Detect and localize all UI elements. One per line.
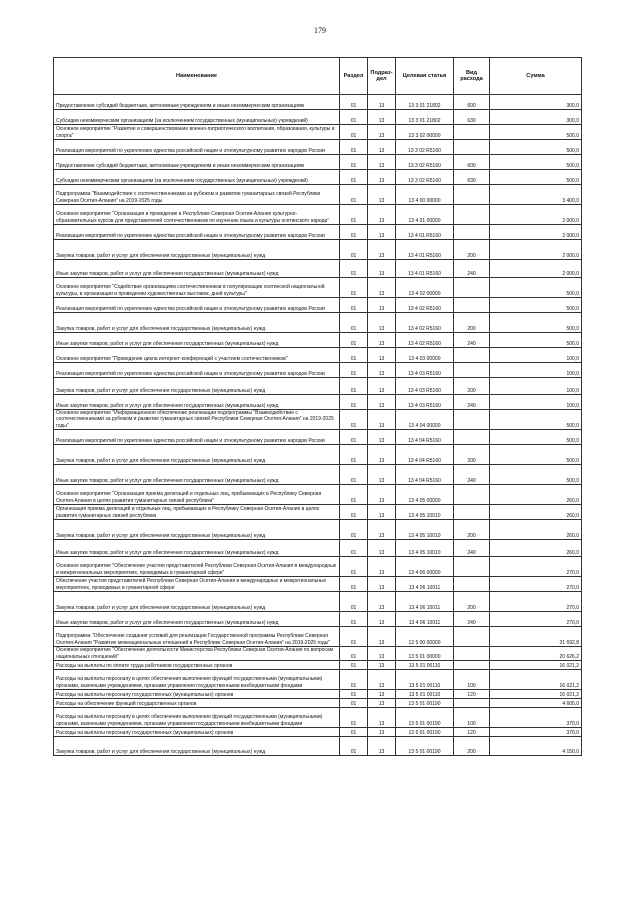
cell-razdel: 01: [340, 378, 368, 395]
cell-target-article: 13 4 06 00000: [396, 557, 454, 577]
cell-razdel: 01: [340, 540, 368, 557]
cell-sum: 300,0: [490, 110, 582, 125]
cell-name: Иные закупки товаров, работ и услуг для обеспечения государственных (муниципальных) нужд: [54, 395, 340, 410]
cell-name: Основное мероприятие "Информационное обеспечение реализации подпрограммы "Взаимодействие с соотечественниками за рубежом и развитие гуманитарных связей Республики Северная Осетия-Алания" на 2019-2025 годы": [54, 410, 340, 430]
cell-target-article: 13 4 05 10010: [396, 540, 454, 557]
cell-expense-type: 200: [454, 378, 490, 395]
table-row: [54, 430, 582, 445]
cell-podrazdel: 13: [368, 661, 396, 670]
cell-target-article: 13 4 03 R5160: [396, 378, 454, 395]
cell-target-article: 13 4 06 10011: [396, 577, 454, 592]
table-row: [54, 410, 582, 430]
cell-podrazdel: 13: [368, 728, 396, 737]
cell-name: Субсидии некоммерческим организациям (за исключением государственных (муниципальных) учреждений): [54, 170, 340, 185]
budget-table-container: [53, 57, 581, 756]
cell-name: Иные закупки товаров, работ и услуг для обеспечения государственных (муниципальных) нужд: [54, 260, 340, 278]
cell-name: Закупка товаров, работ и услуг для обеспечения государственных (муниципальных) нужд: [54, 313, 340, 333]
cell-razdel: 01: [340, 557, 368, 577]
cell-expense-type: 120: [454, 728, 490, 737]
header-sum: Сумма: [490, 58, 582, 95]
table-row: [54, 333, 582, 348]
cell-podrazdel: 13: [368, 647, 396, 661]
cell-razdel: 01: [340, 363, 368, 378]
cell-expense-type: [454, 278, 490, 298]
cell-name: Предоставление субсидий бюджетным, автономным учреждениям и иным некоммерческим организациям: [54, 155, 340, 170]
cell-target-article: 13 5 01 00000: [396, 647, 454, 661]
table-row: [54, 661, 582, 670]
cell-target-article: 13 3 02 R5160: [396, 140, 454, 155]
cell-target-article: 13 4 04 R5160: [396, 445, 454, 465]
table-row: [54, 670, 582, 690]
cell-sum: 2 000,0: [490, 225, 582, 240]
table-row: [54, 737, 582, 756]
cell-sum: 100,0: [490, 348, 582, 363]
cell-razdel: 01: [340, 592, 368, 612]
table-row: [54, 363, 582, 378]
cell-razdel: 01: [340, 278, 368, 298]
header-name: Наименование: [54, 58, 340, 95]
table-row: [54, 313, 582, 333]
cell-name: Иные закупки товаров, работ и услуг для обеспечения государственных (муниципальных) нужд: [54, 333, 340, 348]
cell-expense-type: [454, 577, 490, 592]
cell-sum: 100,0: [490, 378, 582, 395]
table-row: [54, 170, 582, 185]
cell-target-article: 13 3 01 21802: [396, 110, 454, 125]
cell-razdel: 01: [340, 298, 368, 313]
cell-expense-type: [454, 627, 490, 647]
cell-podrazdel: 13: [368, 557, 396, 577]
cell-expense-type: 630: [454, 170, 490, 185]
cell-razdel: 01: [340, 647, 368, 661]
cell-podrazdel: 13: [368, 95, 396, 110]
cell-podrazdel: 13: [368, 278, 396, 298]
cell-expense-type: 240: [454, 612, 490, 627]
cell-name: Закупка товаров, работ и услуг для обеспечения государственных (муниципальных) нужд: [54, 520, 340, 540]
cell-target-article: 13 4 00 00000: [396, 185, 454, 205]
cell-target-article: 13 4 03 R5160: [396, 363, 454, 378]
cell-razdel: 01: [340, 313, 368, 333]
budget-table: [53, 57, 582, 756]
cell-target-article: 13 5 00 00000: [396, 627, 454, 647]
cell-sum: 260,0: [490, 505, 582, 520]
cell-sum: 500,0: [490, 430, 582, 445]
table-header-row: [54, 58, 582, 95]
cell-sum: 20 626,2: [490, 647, 582, 661]
cell-expense-type: 200: [454, 313, 490, 333]
cell-podrazdel: 13: [368, 378, 396, 395]
table-row: [54, 627, 582, 647]
table-row: [54, 557, 582, 577]
cell-sum: 16 021,2: [490, 661, 582, 670]
cell-expense-type: 240: [454, 260, 490, 278]
table-row: [54, 505, 582, 520]
cell-razdel: 01: [340, 125, 368, 140]
cell-podrazdel: 13: [368, 670, 396, 690]
cell-razdel: 01: [340, 155, 368, 170]
cell-target-article: 13 4 04 00000: [396, 410, 454, 430]
cell-name: Подпрограмма "Обеспечение создания условий для реализации Государственной программы Республики Северная Осетия-Алания "Развитие межнациональных отношений в Республике Северная Осетия-Алания" на 2019-2025 годы": [54, 627, 340, 647]
cell-razdel: 01: [340, 333, 368, 348]
table-row: [54, 260, 582, 278]
cell-podrazdel: 13: [368, 465, 396, 485]
cell-expense-type: 100: [454, 670, 490, 690]
cell-expense-type: [454, 140, 490, 155]
cell-sum: 370,0: [490, 708, 582, 728]
header-razdel: Раздел: [340, 58, 368, 95]
table-row: [54, 298, 582, 313]
cell-name: Иные закупки товаров, работ и услуг для обеспечения государственных (муниципальных) нужд: [54, 540, 340, 557]
table-row: [54, 520, 582, 540]
cell-target-article: 13 4 06 10011: [396, 592, 454, 612]
cell-name: Закупка товаров, работ и услуг для обеспечения государственных (муниципальных) нужд: [54, 445, 340, 465]
cell-sum: 500,0: [490, 298, 582, 313]
cell-target-article: 13 3 02 R5160: [396, 170, 454, 185]
cell-expense-type: [454, 185, 490, 205]
cell-podrazdel: 13: [368, 505, 396, 520]
cell-podrazdel: 13: [368, 185, 396, 205]
cell-expense-type: [454, 125, 490, 140]
cell-target-article: 13 5 01 00110: [396, 661, 454, 670]
cell-razdel: 01: [340, 170, 368, 185]
cell-razdel: 01: [340, 205, 368, 225]
cell-target-article: 13 4 03 R5160: [396, 395, 454, 410]
cell-razdel: 01: [340, 520, 368, 540]
cell-sum: 500,0: [490, 410, 582, 430]
table-row: [54, 728, 582, 737]
cell-target-article: 13 3 02 00000: [396, 125, 454, 140]
cell-expense-type: 200: [454, 592, 490, 612]
cell-sum: 500,0: [490, 155, 582, 170]
cell-expense-type: 600: [454, 95, 490, 110]
cell-target-article: 13 5 01 00110: [396, 690, 454, 699]
cell-target-article: 13 4 02 00000: [396, 278, 454, 298]
cell-name: Основное мероприятие "Обеспечение деятельности Министерства Республики Северная Осетия-Алания по вопросам национальных отношений": [54, 647, 340, 661]
cell-name: Обеспечение участия представителей Республики Северная Осетия-Алания в международных и межрегиональных мероприятиях, проводимых в гуманитарной сфере: [54, 577, 340, 592]
cell-expense-type: 240: [454, 395, 490, 410]
cell-podrazdel: 13: [368, 348, 396, 363]
cell-razdel: 01: [340, 140, 368, 155]
cell-sum: 500,0: [490, 313, 582, 333]
cell-expense-type: [454, 505, 490, 520]
cell-razdel: 01: [340, 708, 368, 728]
cell-sum: 500,0: [490, 445, 582, 465]
cell-target-article: 13 4 02 R5160: [396, 298, 454, 313]
cell-razdel: 01: [340, 465, 368, 485]
cell-sum: 260,0: [490, 520, 582, 540]
table-row: [54, 155, 582, 170]
cell-name: Основное мероприятие "Развитие и совершенствование военно-патриотического воспитания, образования, культуры и спорта": [54, 125, 340, 140]
cell-podrazdel: 13: [368, 110, 396, 125]
cell-razdel: 01: [340, 577, 368, 592]
cell-name: Основное мероприятие "Обеспечение участия представителей Республики Северная Осетия-Алания в международных и межрегиональных мероприятиях, проводимых в гуманитарной сфере": [54, 557, 340, 577]
cell-target-article: 13 4 04 R5160: [396, 465, 454, 485]
cell-razdel: 01: [340, 627, 368, 647]
cell-razdel: 01: [340, 485, 368, 505]
cell-name: Закупка товаров, работ и услуг для обеспечения государственных (муниципальных) нужд: [54, 592, 340, 612]
cell-target-article: 13 3 01 21802: [396, 95, 454, 110]
cell-target-article: 13 5 01 00190: [396, 699, 454, 708]
cell-target-article: 13 5 01 00190: [396, 728, 454, 737]
table-row: [54, 185, 582, 205]
cell-podrazdel: 13: [368, 298, 396, 313]
table-row: [54, 95, 582, 110]
cell-expense-type: [454, 647, 490, 661]
cell-sum: 500,0: [490, 333, 582, 348]
cell-expense-type: [454, 430, 490, 445]
cell-razdel: 01: [340, 240, 368, 260]
cell-razdel: 01: [340, 728, 368, 737]
cell-expense-type: [454, 363, 490, 378]
page-number: 179: [314, 26, 326, 35]
cell-podrazdel: 13: [368, 205, 396, 225]
cell-sum: 2 000,0: [490, 205, 582, 225]
cell-sum: 4 605,0: [490, 699, 582, 708]
cell-name: Закупка товаров, работ и услуг для обеспечения государственных (муниципальных) нужд: [54, 737, 340, 756]
cell-expense-type: [454, 298, 490, 313]
table-row: [54, 225, 582, 240]
cell-razdel: 01: [340, 661, 368, 670]
cell-name: Основное мероприятие "Организация и проведение в Республике Северная Осетия-Алания культурно-образовательных курсов для представителей соотечественников по изучению языка и культуры осетинского народа": [54, 205, 340, 225]
cell-razdel: 01: [340, 410, 368, 430]
cell-name: Субсидии некоммерческим организациям (за исключением государственных (муниципальных) учреждений): [54, 110, 340, 125]
cell-expense-type: [454, 205, 490, 225]
cell-podrazdel: 13: [368, 690, 396, 699]
table-row: [54, 140, 582, 155]
table-row: [54, 465, 582, 485]
cell-podrazdel: 13: [368, 395, 396, 410]
cell-target-article: 13 4 06 10011: [396, 612, 454, 627]
cell-name: Расходы на выплаты персоналу в целях обеспечения выполнения функций государственными (муниципальными) органами, казенными учреждениями, органами управления государственными внебюджетными фондами: [54, 670, 340, 690]
cell-expense-type: [454, 699, 490, 708]
cell-expense-type: [454, 348, 490, 363]
table-row: [54, 110, 582, 125]
cell-podrazdel: 13: [368, 140, 396, 155]
cell-expense-type: 100: [454, 708, 490, 728]
cell-expense-type: [454, 661, 490, 670]
cell-expense-type: 200: [454, 737, 490, 756]
table-row: [54, 540, 582, 557]
table-row: [54, 577, 582, 592]
cell-podrazdel: 13: [368, 313, 396, 333]
cell-name: Реализация мероприятий по укреплению единства российской нации и этнокультурному развитию народов России: [54, 298, 340, 313]
cell-expense-type: 240: [454, 333, 490, 348]
cell-target-article: 13 4 01 R5160: [396, 225, 454, 240]
cell-sum: 16 021,2: [490, 670, 582, 690]
cell-podrazdel: 13: [368, 485, 396, 505]
cell-sum: 500,0: [490, 465, 582, 485]
cell-podrazdel: 13: [368, 737, 396, 756]
cell-podrazdel: 13: [368, 240, 396, 260]
table-row: [54, 445, 582, 465]
cell-name: Предоставление субсидий бюджетным, автономным учреждениям и иным некоммерческим организациям: [54, 95, 340, 110]
cell-name: Основное мероприятие "Проведение цикла интернет-конференций с участием соотечественников": [54, 348, 340, 363]
cell-sum: 31 692,8: [490, 627, 582, 647]
cell-podrazdel: 13: [368, 699, 396, 708]
cell-podrazdel: 13: [368, 627, 396, 647]
cell-razdel: 01: [340, 505, 368, 520]
cell-target-article: 13 3 02 R5160: [396, 155, 454, 170]
cell-podrazdel: 13: [368, 520, 396, 540]
cell-razdel: 01: [340, 95, 368, 110]
cell-name: Расходы на выплаты персоналу государственных (муниципальных) органов: [54, 690, 340, 699]
cell-name: Иные закупки товаров, работ и услуг для обеспечения государственных (муниципальных) нужд: [54, 465, 340, 485]
cell-expense-type: 240: [454, 540, 490, 557]
cell-target-article: 13 4 03 00000: [396, 348, 454, 363]
cell-sum: 500,0: [490, 278, 582, 298]
cell-sum: 260,0: [490, 485, 582, 505]
header-expense-type: Вид расхода: [454, 58, 490, 95]
cell-podrazdel: 13: [368, 125, 396, 140]
table-row: [54, 485, 582, 505]
cell-expense-type: 600: [454, 155, 490, 170]
cell-target-article: 13 5 01 00110: [396, 670, 454, 690]
cell-sum: 100,0: [490, 363, 582, 378]
cell-sum: 500,0: [490, 125, 582, 140]
cell-sum: 16 021,2: [490, 690, 582, 699]
cell-expense-type: [454, 557, 490, 577]
cell-sum: 270,0: [490, 592, 582, 612]
cell-podrazdel: 13: [368, 577, 396, 592]
cell-name: Реализация мероприятий по укреплению единства российской нации и этнокультурному развитию народов России: [54, 363, 340, 378]
cell-razdel: 01: [340, 185, 368, 205]
cell-podrazdel: 13: [368, 410, 396, 430]
table-row: [54, 378, 582, 395]
cell-expense-type: 200: [454, 520, 490, 540]
table-row: [54, 612, 582, 627]
cell-podrazdel: 13: [368, 430, 396, 445]
cell-razdel: 01: [340, 395, 368, 410]
table-row: [54, 708, 582, 728]
cell-podrazdel: 13: [368, 592, 396, 612]
cell-razdel: 01: [340, 260, 368, 278]
cell-podrazdel: 13: [368, 170, 396, 185]
cell-expense-type: 200: [454, 240, 490, 260]
cell-target-article: 13 4 02 R5160: [396, 313, 454, 333]
cell-name: Реализация мероприятий по укреплению единства российской нации и этнокультурному развитию народов России: [54, 225, 340, 240]
cell-name: Реализация мероприятий по укреплению единства российской нации и этнокультурному развитию народов России: [54, 430, 340, 445]
cell-target-article: 13 4 02 R5160: [396, 333, 454, 348]
table-row: [54, 205, 582, 225]
cell-razdel: 01: [340, 430, 368, 445]
cell-target-article: 13 4 05 10010: [396, 505, 454, 520]
cell-target-article: 13 4 05 00000: [396, 485, 454, 505]
table-row: [54, 592, 582, 612]
cell-name: Расходы на выплаты по оплате труда работников государственных органов: [54, 661, 340, 670]
cell-podrazdel: 13: [368, 333, 396, 348]
cell-podrazdel: 13: [368, 363, 396, 378]
cell-name: Расходы на выплаты персоналу в целях обеспечения выполнения функций государственными (муниципальными) органами, казенными учреждениями, органами управления государственными внебюджетными фондами: [54, 708, 340, 728]
cell-razdel: 01: [340, 348, 368, 363]
table-row: [54, 395, 582, 410]
cell-sum: 270,0: [490, 577, 582, 592]
cell-target-article: 13 4 01 00000: [396, 205, 454, 225]
table-row: [54, 240, 582, 260]
cell-name: Подпрограмма "Взаимодействие с соотечественниками за рубежом и развитие гуманитарных связей Республики Северная Осетия-Алания" на 2019-2025 годы: [54, 185, 340, 205]
cell-name: Закупка товаров, работ и услуг для обеспечения государственных (муниципальных) нужд: [54, 240, 340, 260]
table-row: [54, 348, 582, 363]
cell-expense-type: 200: [454, 445, 490, 465]
cell-target-article: 13 4 01 R5160: [396, 240, 454, 260]
cell-target-article: 13 4 05 10010: [396, 520, 454, 540]
cell-name: Расходы на выплаты персоналу государственных (муниципальных) органов: [54, 728, 340, 737]
cell-target-article: 13 5 01 00190: [396, 737, 454, 756]
cell-sum: 100,0: [490, 395, 582, 410]
cell-name: Организация приема делегаций и отдельных лиц, прибывающих в Республику Северная Осетия-Алания в целях развития гуманитарных связей республики: [54, 505, 340, 520]
cell-target-article: 13 5 01 00190: [396, 708, 454, 728]
cell-razdel: 01: [340, 699, 368, 708]
cell-target-article: 13 4 04 R5160: [396, 430, 454, 445]
cell-razdel: 01: [340, 110, 368, 125]
cell-sum: 260,0: [490, 540, 582, 557]
table-body: [54, 95, 582, 756]
table-row: [54, 699, 582, 708]
cell-expense-type: [454, 225, 490, 240]
cell-razdel: 01: [340, 445, 368, 465]
table-row: [54, 647, 582, 661]
header-podrazdel: Подраз-дел: [368, 58, 396, 95]
cell-name: Реализация мероприятий по укреплению единства российской нации и этнокультурному развитию народов России: [54, 140, 340, 155]
cell-sum: 300,0: [490, 95, 582, 110]
cell-name: Закупка товаров, работ и услуг для обеспечения государственных (муниципальных) нужд: [54, 378, 340, 395]
cell-sum: 2 000,0: [490, 260, 582, 278]
cell-razdel: 01: [340, 670, 368, 690]
cell-sum: 270,0: [490, 612, 582, 627]
cell-podrazdel: 13: [368, 612, 396, 627]
cell-podrazdel: 13: [368, 225, 396, 240]
cell-podrazdel: 13: [368, 540, 396, 557]
cell-name: Основное мероприятие "Содействие организациям соотечественников в популяризации осетинской национальной культуры, в организации и проведении художественных выставок, дней культуры": [54, 278, 340, 298]
cell-sum: 370,0: [490, 728, 582, 737]
cell-name: Основное мероприятие "Организация приема делегаций и отдельных лиц, прибывающих в Республику Северная Осетия-Алания в целях развития гуманитарных связей республики": [54, 485, 340, 505]
cell-expense-type: 630: [454, 110, 490, 125]
cell-expense-type: 240: [454, 465, 490, 485]
cell-target-article: 13 4 01 R5160: [396, 260, 454, 278]
cell-expense-type: [454, 485, 490, 505]
cell-podrazdel: 13: [368, 155, 396, 170]
cell-razdel: 01: [340, 225, 368, 240]
table-row: [54, 125, 582, 140]
cell-expense-type: [454, 410, 490, 430]
table-row: [54, 690, 582, 699]
cell-name: Расходы на обеспечение функций государственных органов: [54, 699, 340, 708]
cell-sum: 3 400,0: [490, 185, 582, 205]
cell-sum: 2 000,0: [490, 240, 582, 260]
cell-sum: 270,0: [490, 557, 582, 577]
table-row: [54, 278, 582, 298]
cell-podrazdel: 13: [368, 445, 396, 465]
cell-razdel: 01: [340, 612, 368, 627]
header-target-article: Целевая статья: [396, 58, 454, 95]
cell-name: Иные закупки товаров, работ и услуг для обеспечения государственных (муниципальных) нужд: [54, 612, 340, 627]
cell-sum: 500,0: [490, 140, 582, 155]
cell-podrazdel: 13: [368, 708, 396, 728]
cell-sum: 4 150,0: [490, 737, 582, 756]
cell-razdel: 01: [340, 737, 368, 756]
cell-podrazdel: 13: [368, 260, 396, 278]
cell-expense-type: 120: [454, 690, 490, 699]
cell-sum: 500,0: [490, 170, 582, 185]
cell-razdel: 01: [340, 690, 368, 699]
